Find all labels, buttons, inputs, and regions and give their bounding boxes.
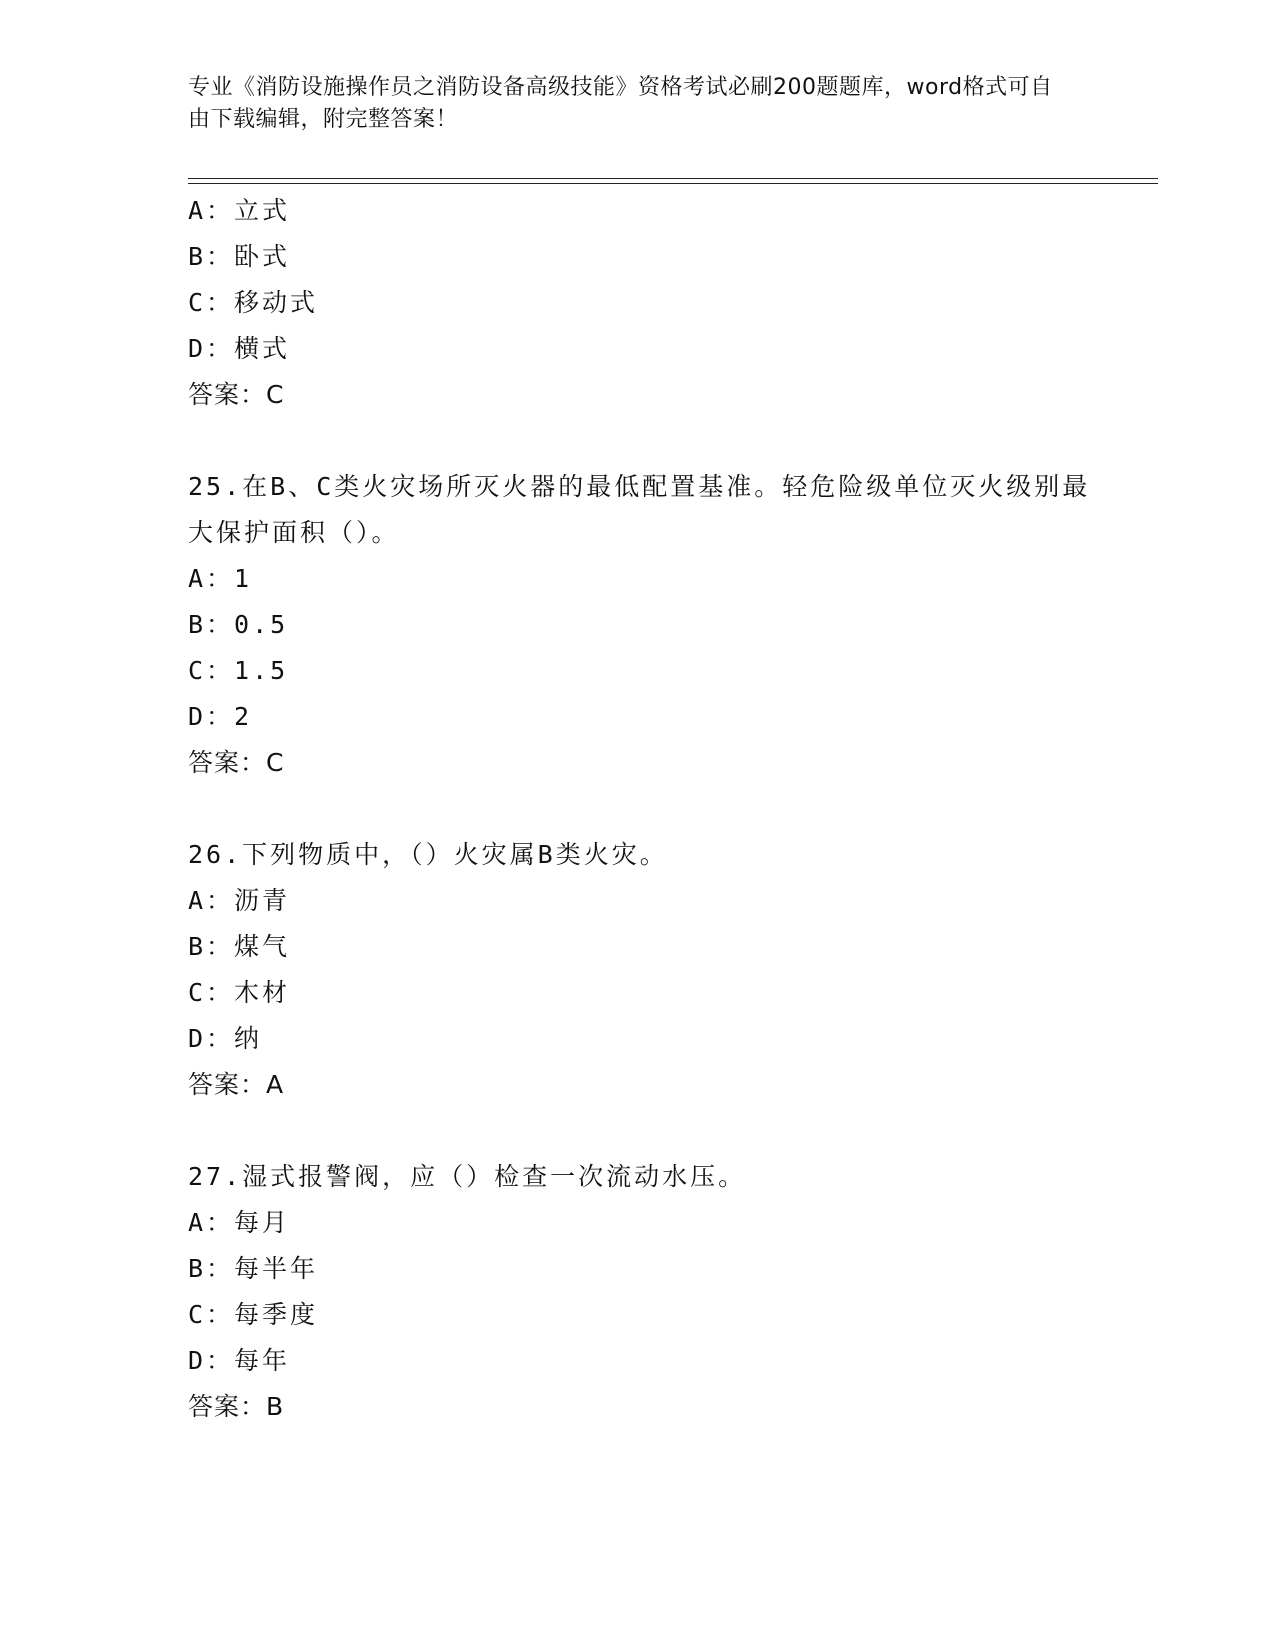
option-a: A：每月 bbox=[188, 1208, 291, 1237]
option-a: A：沥青 bbox=[188, 886, 291, 915]
question-stem: 26.下列物质中，（）火灾属B类火灾。 bbox=[188, 840, 668, 869]
option-a: A：1 bbox=[188, 564, 253, 593]
option-b: B：卧式 bbox=[188, 242, 291, 271]
option-c: C：木材 bbox=[188, 978, 291, 1007]
option-a: A：立式 bbox=[188, 196, 291, 225]
question-block-24 bbox=[188, 188, 1118, 418]
question-stem: 25.在B、C类火灾场所灭火器的最低配置基准。轻危险级单位灭火级别最大保护面积（）。 bbox=[188, 472, 1091, 547]
option-d: D：2 bbox=[188, 702, 253, 731]
answer-line: 答案：B bbox=[188, 1392, 285, 1421]
answer-line: 答案：A bbox=[188, 1070, 285, 1099]
document-header: 专业《消防设施操作员之消防设备高级技能》资格考试必刷200题题库，word格式可自由下载编辑，附完整答案！ bbox=[188, 75, 1053, 132]
option-b: B：煤气 bbox=[188, 932, 291, 961]
option-c: C：每季度 bbox=[188, 1300, 319, 1329]
option-b: B：每半年 bbox=[188, 1254, 319, 1283]
option-c: C：1.5 bbox=[188, 656, 289, 685]
option-c: C：移动式 bbox=[188, 288, 319, 317]
question-block-26 bbox=[188, 832, 1118, 1108]
header-divider-top bbox=[188, 178, 1158, 179]
answer-line: 答案：C bbox=[188, 748, 285, 777]
question-block-27 bbox=[188, 1154, 1118, 1430]
option-d: D：横式 bbox=[188, 334, 291, 363]
option-b: B：0.5 bbox=[188, 610, 289, 639]
answer-line: 答案：C bbox=[188, 380, 285, 409]
question-block-25 bbox=[188, 464, 1118, 786]
question-list bbox=[188, 188, 1118, 1430]
question-stem: 27.湿式报警阀，应（）检查一次流动水压。 bbox=[188, 1162, 747, 1191]
option-d: D：纳 bbox=[188, 1024, 263, 1053]
header-divider-bottom bbox=[188, 183, 1158, 184]
option-d: D：每年 bbox=[188, 1346, 291, 1375]
